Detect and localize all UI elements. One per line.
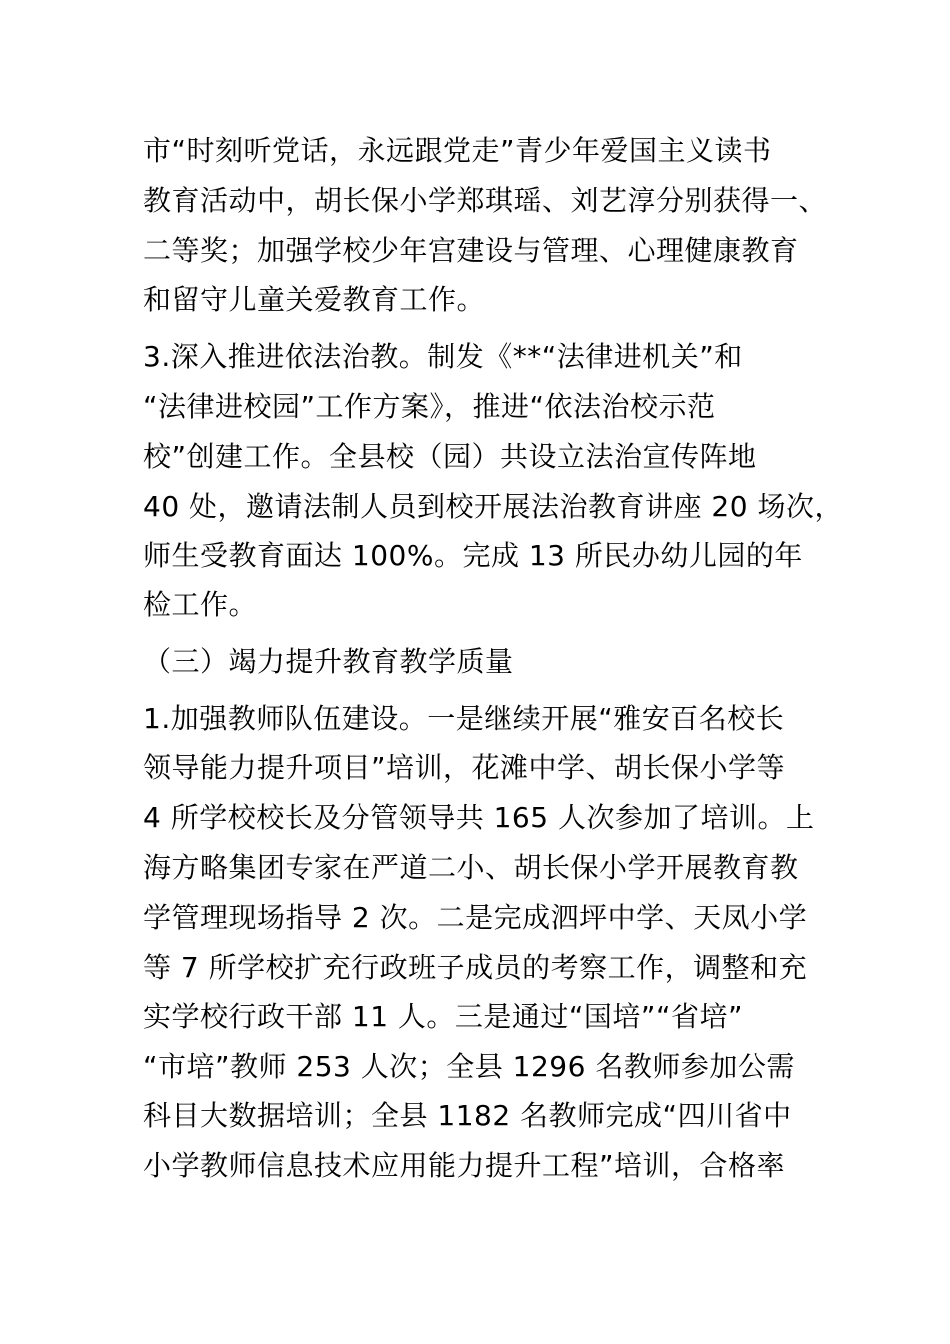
text-line: 3.深入推进依法治教。制发《**“法律进机关”和: [143, 340, 743, 373]
text-line: 4 所学校校长及分管领导共 165 人次参加了培训。上: [143, 801, 815, 834]
text-line: 科目大数据培训；全县 1182 名教师完成“四川省中: [143, 1099, 792, 1132]
text-line: 40 处，邀请法制人员到校开展法治教育讲座 20 场次，: [143, 490, 843, 523]
text-line: 领导能力提升项目”培训，花滩中学、胡长保小学等: [143, 751, 786, 784]
text-line: 二等奖；加强学校少年宫建设与管理、心理健康教育: [143, 234, 799, 267]
text-line: 校”创建工作。全县校（园）共设立法治宣传阵地: [143, 440, 757, 473]
text-line: 海方略集团专家在严道二小、胡长保小学开展教育教: [143, 851, 799, 884]
text-line: 小学教师信息技术应用能力提升工程”培训，合格率: [143, 1149, 786, 1182]
text-line: 等 7 所学校扩充行政班子成员的考察工作，调整和充: [143, 951, 808, 984]
text-line: 1.加强教师队伍建设。一是继续开展“雅安百名校长: [143, 702, 785, 735]
section-heading: （三）竭力提升教育教学质量: [143, 645, 514, 678]
text-line: 市“时刻听党话，永远跟党走”青少年爱国主义读书: [143, 134, 772, 167]
text-line: 学管理现场指导 2 次。二是完成泗坪中学、天凤小学: [143, 901, 808, 934]
text-line: “市培”教师 253 人次；全县 1296 名教师参加公需: [143, 1050, 795, 1083]
text-line: 实学校行政干部 11 人。三是通过“国培”“省培”: [143, 1000, 743, 1033]
text-line: “法律进校园”工作方案》，推进“依法治校示范: [143, 390, 716, 423]
text-line: 教育活动中，胡长保小学郑琪瑶、刘艺淳分别获得一、: [143, 184, 828, 217]
text-line: 师生受教育面达 100%。完成 13 所民办幼儿园的年: [143, 539, 803, 572]
text-line: 检工作。: [143, 588, 258, 621]
text-line: 和留守儿童关爱教育工作。: [143, 283, 486, 316]
